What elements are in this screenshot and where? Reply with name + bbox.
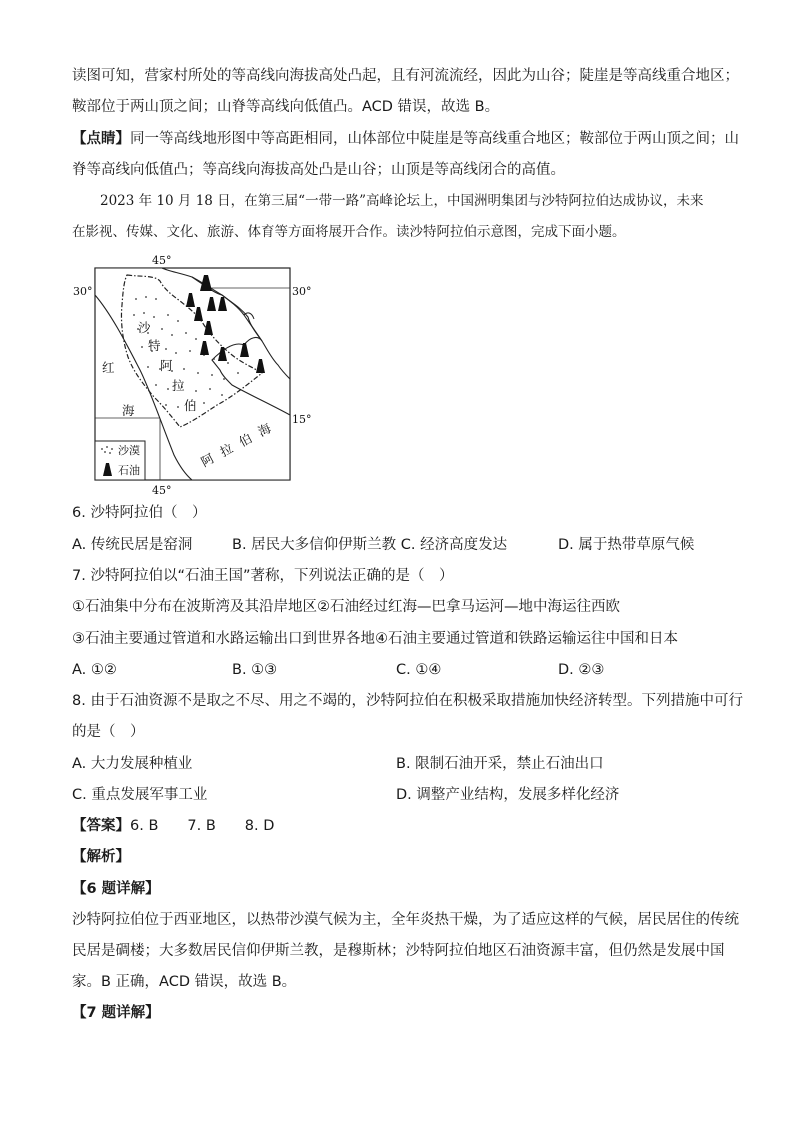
- detail6-line-2: 民居是碉楼；大多数居民信仰伊斯兰教，是穆斯林；沙特阿拉伯地区石油资源丰富，但仍然是发展中国: [72, 943, 725, 959]
- detail6-label: 【6 题详解】: [72, 881, 160, 897]
- q6-option-d: D. 属于热带草原气候: [558, 537, 695, 553]
- country-char-4: 拉: [172, 378, 185, 393]
- q7-option-b: B. ①③: [232, 662, 278, 678]
- tip-line-1: [72, 129, 739, 149]
- q8-option-c: C. 重点发展军事工业: [72, 787, 208, 803]
- lat-label-right: 30°: [292, 285, 312, 298]
- q7-statements-1: ①石油集中分布在波斯湾及其沿岸地区②石油经过红海—巴拿马运河—地中海运往西欧: [72, 599, 620, 615]
- map-svg: [72, 255, 322, 497]
- detail7-label: 【7 题详解】: [72, 1005, 160, 1021]
- passage-line-2: 在影视、传媒、文化、旅游、体育等方面将展开合作。读沙特阿拉伯示意图，完成下面小题。: [72, 224, 626, 240]
- q7-option-d: D. ②③: [558, 662, 605, 678]
- answer-label: 【答案】: [72, 818, 130, 834]
- passage-line-1: 2023 年 10 月 18 日，在第三届“一带一路”高峰论坛上，中国洲明集团与沙特阿拉伯达成协议，未来: [100, 193, 704, 209]
- legend-oil-label: 石油: [118, 464, 140, 477]
- red-sea-char-1: 红: [102, 360, 115, 375]
- saudi-arabia-map: [72, 255, 322, 497]
- q8-stem-1: 8. 由于石油资源不是取之不尽、用之不竭的，沙特阿拉伯在积极采取措施加快经济转型。下列措施中可行: [72, 693, 743, 709]
- q8-option-d: D. 调整产业结构，发展多样化经济: [396, 787, 620, 803]
- detail6-line-3: 家。B 正确，ACD 错误，故选 B。: [72, 974, 297, 990]
- country-char-2: 特: [148, 338, 161, 353]
- lat-label-left: 30°: [73, 285, 93, 298]
- country-char-5: 伯: [184, 398, 197, 413]
- lon-label-bottom: 45°: [152, 484, 172, 497]
- arabian-sea-label: 阿拉伯海: [198, 416, 282, 470]
- q8-option-a: A. 大力发展种植业: [72, 756, 193, 772]
- intro-line-2: 鞍部位于两山顶之间；山脊等高线向低值凸。ACD 错误，故选 B。: [72, 99, 500, 115]
- q7-option-c: C. ①④: [396, 662, 442, 678]
- lon-label-top: 45°: [152, 255, 172, 267]
- q7-statements-2: ③石油主要通过管道和水路运输出口到世界各地④石油主要通过管道和铁路运输运往中国和日本: [72, 631, 678, 647]
- analysis-label: 【解析】: [72, 849, 130, 865]
- red-sea-char-2: 海: [122, 403, 135, 418]
- q7-option-a: A. ①②: [72, 662, 117, 678]
- q7-stem: 7. 沙特阿拉伯以“石油王国”著称，下列说法正确的是（ ）: [72, 568, 454, 584]
- lat-label-15: 15°: [292, 413, 312, 426]
- intro-line-1: 读图可知，营家村所处的等高线向海拔高处凸起，且有河流流经，因此为山谷；陡崖是等高线重合地区；: [72, 68, 739, 84]
- answer-values: 6. B 7. B 8. D: [130, 818, 275, 834]
- detail6-line-1: 沙特阿拉伯位于西亚地区，以热带沙漠气候为主，全年炎热干燥，为了适应这样的气候，居民居住的传统: [72, 912, 739, 928]
- q6-stem: 6. 沙特阿拉伯（ ）: [72, 505, 207, 521]
- tip-label: 【点睛】: [72, 131, 130, 147]
- tip-line-2: 脊等高线向低值凸；等高线向海拔高处凸是山谷；山顶是等高线闭合的高值。: [72, 162, 565, 178]
- country-char-3: 阿: [160, 358, 173, 373]
- answer-line: [72, 816, 274, 836]
- q6-option-a: A. 传统民居是窑洞: [72, 537, 193, 553]
- q6-option-b-c: B. 居民大多信仰伊斯兰教 C. 经济高度发达: [232, 537, 508, 553]
- tip-text-1: 同一等高线地形图中等高距相同，山体部位中陡崖是等高线重合地区；鞍部位于两山顶之间；山: [130, 131, 739, 147]
- q8-option-b: B. 限制石油开采，禁止石油出口: [396, 756, 604, 772]
- country-char-1: 沙: [138, 320, 151, 335]
- q8-stem-2: 的是（ ）: [72, 724, 145, 740]
- legend-desert-label: 沙漠: [118, 444, 140, 457]
